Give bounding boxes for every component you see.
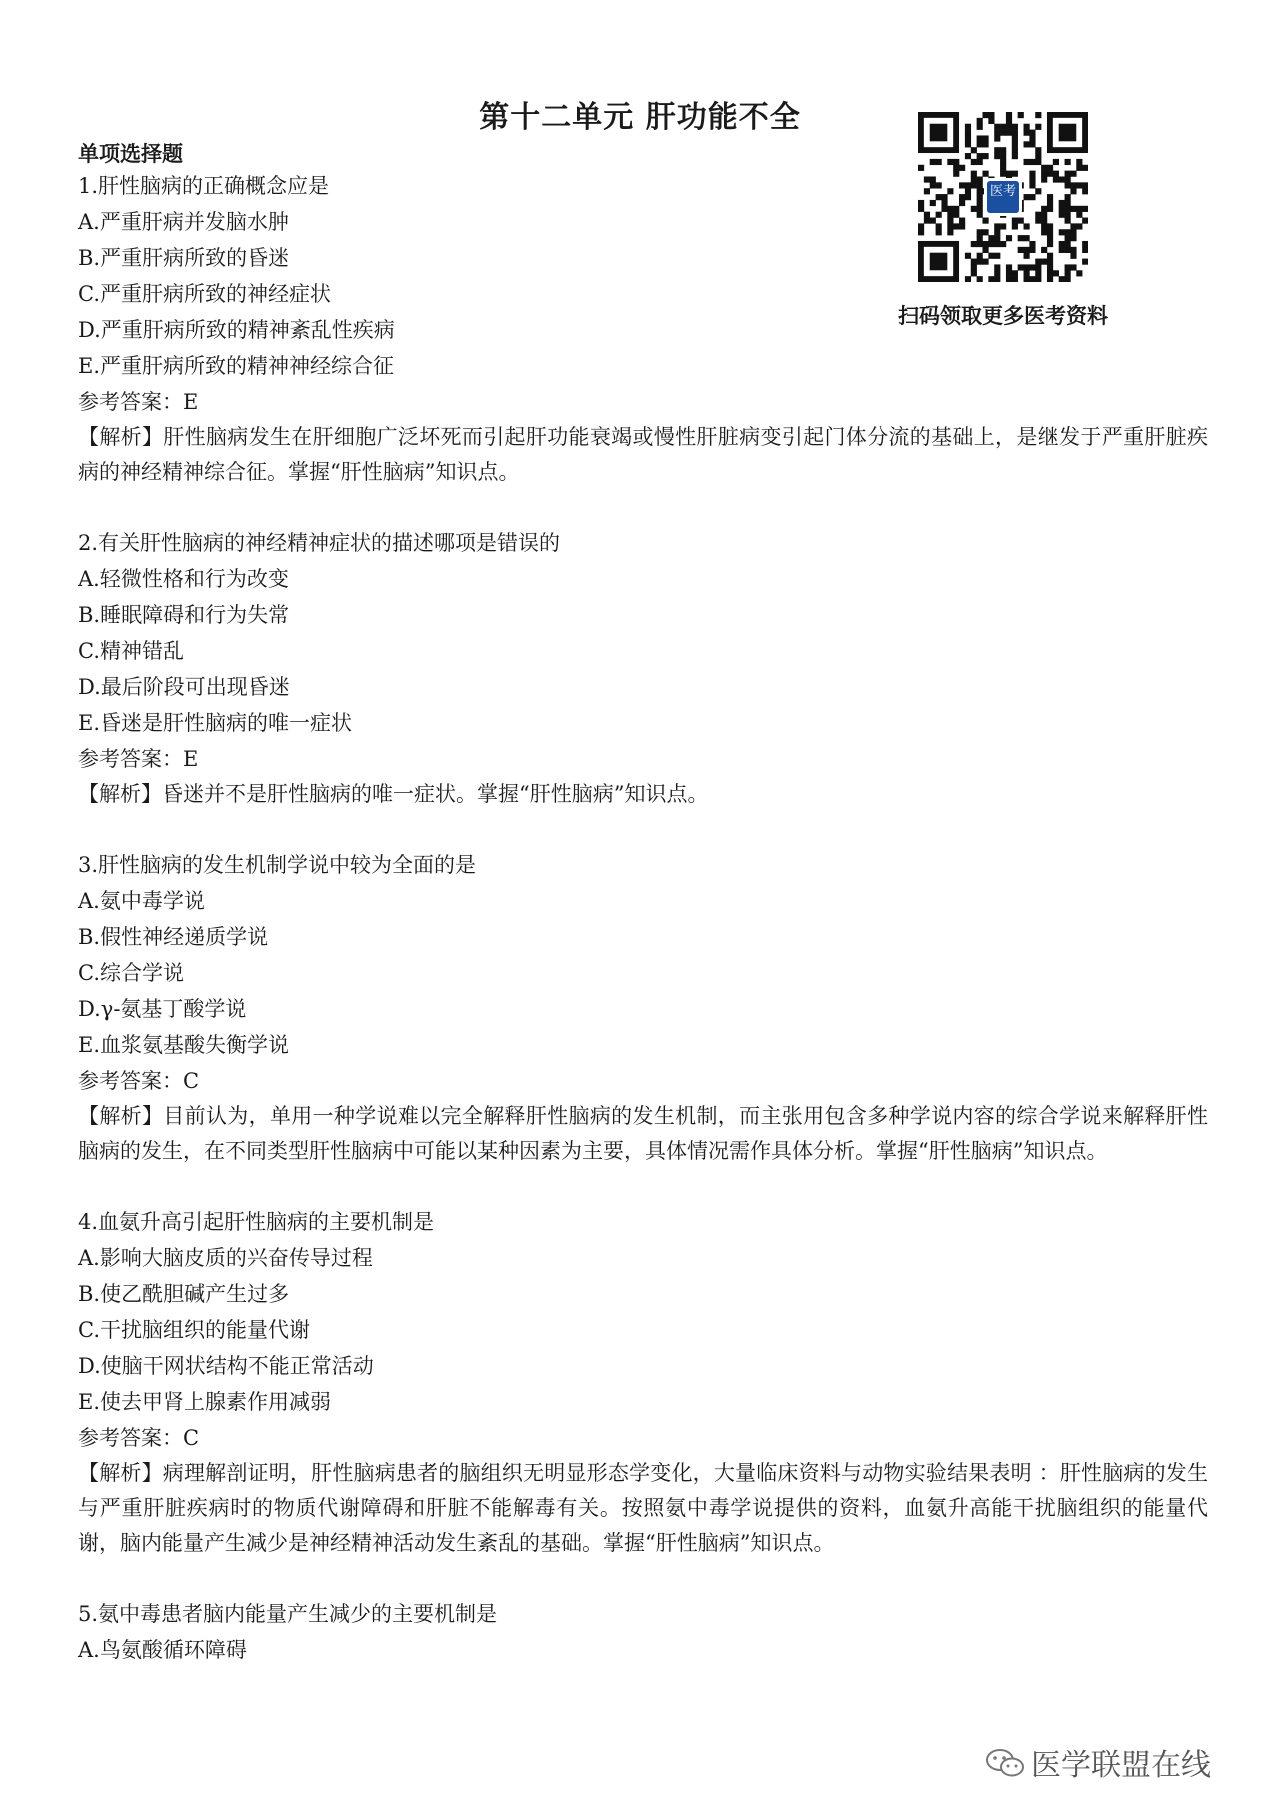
question-1 [78, 168, 1208, 490]
question-5 [78, 1596, 1208, 1668]
question-stem: 3.肝性脑病的发生机制学说中较为全面的是 [78, 853, 477, 877]
option-a: A.鸟氨酸循环障碍 [78, 1638, 247, 1662]
option-b: B.假性神经递质学说 [78, 925, 269, 949]
question-2 [78, 525, 1208, 812]
option-b: B.睡眠障碍和行为失常 [78, 603, 290, 627]
analysis: 【解析】病理解剖证明，肝性脑病患者的脑组织无明显形态学变化，大量临床资料与动物实验结果表明 ：肝性脑病的发生与严重肝脏疾病时的物质代谢障碍和肝脏不能解毒有关。按照氨中毒学说提供的资料，血氨升高能干扰脑组织的能量代谢，脑内能量产生减少是神经精神活动发生紊乱的基础。掌握“肝性脑病”知识点。 [78, 1461, 1208, 1555]
watermark-text: 医学联盟在线 [1031, 1748, 1211, 1783]
qr-caption: 扫码领取更多医考资料 [898, 304, 1108, 328]
option-a: A.氨中毒学说 [78, 889, 205, 913]
watermark [985, 1740, 1211, 1784]
section-heading: 单项选择题 [78, 142, 183, 166]
option-e: E.昏迷是肝性脑病的唯一症状 [78, 711, 353, 735]
option-e: E.使去甲肾上腺素作用减弱 [78, 1390, 332, 1414]
option-c: C.严重肝病所致的神经症状 [78, 282, 331, 306]
option-a: A.影响大脑皮质的兴奋传导过程 [78, 1246, 373, 1270]
option-a: A.轻微性格和行为改变 [78, 567, 289, 591]
option-d: D.γ-氨基丁酸学说 [78, 997, 247, 1021]
option-c: C.精神错乱 [78, 639, 184, 663]
analysis: 【解析】肝性脑病发生在肝细胞广泛坏死而引起肝功能衰竭或慢性肝脏病变引起门体分流的基础上，是继发于严重肝脏疾病的神经精神综合征。掌握“肝性脑病”知识点。 [78, 425, 1208, 484]
option-e: E.严重肝病所致的精神神经综合征 [78, 354, 395, 378]
option-b: B.严重肝病所致的昏迷 [78, 246, 290, 270]
option-c: C.干扰脑组织的能量代谢 [78, 1318, 310, 1342]
question-stem: 5.氨中毒患者脑内能量产生减少的主要机制是 [78, 1602, 498, 1626]
question-3 [78, 847, 1208, 1169]
question-stem: 1.肝性脑病的正确概念应是 [78, 174, 330, 198]
page-title: 第十二单元 肝功能不全 [479, 100, 801, 135]
option-c: C.综合学说 [78, 961, 184, 985]
answer: 参考答案：C [78, 1069, 200, 1093]
analysis: 【解析】昏迷并不是肝性脑病的唯一症状。掌握“肝性脑病”知识点。 [78, 782, 709, 806]
option-a: A.严重肝病并发脑水肿 [78, 210, 289, 234]
wechat-icon [985, 1747, 1025, 1779]
option-d: D.最后阶段可出现昏迷 [78, 675, 290, 699]
option-d: D.使脑干网状结构不能正常活动 [78, 1354, 374, 1378]
option-b: B.使乙酰胆碱产生过多 [78, 1282, 290, 1306]
answer: 参考答案：E [78, 390, 199, 414]
qr-logo: 医考 [984, 178, 1022, 216]
question-stem: 2.有关肝性脑病的神经精神症状的描述哪项是错误的 [78, 531, 561, 555]
answer: 参考答案：C [78, 1426, 200, 1450]
analysis: 【解析】目前认为，单用一种学说难以完全解释肝性脑病的发生机制，而主张用包含多种学说内容的综合学说来解释肝性脑病的发生，在不同类型肝性脑病中可能以某种因素为主要，具体情况需作具体分析。掌握“肝性脑病”知识点。 [78, 1104, 1208, 1163]
question-4 [78, 1204, 1208, 1561]
option-e: E.血浆氨基酸失衡学说 [78, 1033, 290, 1057]
option-d: D.严重肝病所致的精神紊乱性疾病 [78, 318, 395, 342]
question-stem: 4.血氨升高引起肝性脑病的主要机制是 [78, 1210, 435, 1234]
question-list [78, 168, 1208, 1703]
answer: 参考答案：E [78, 747, 199, 771]
